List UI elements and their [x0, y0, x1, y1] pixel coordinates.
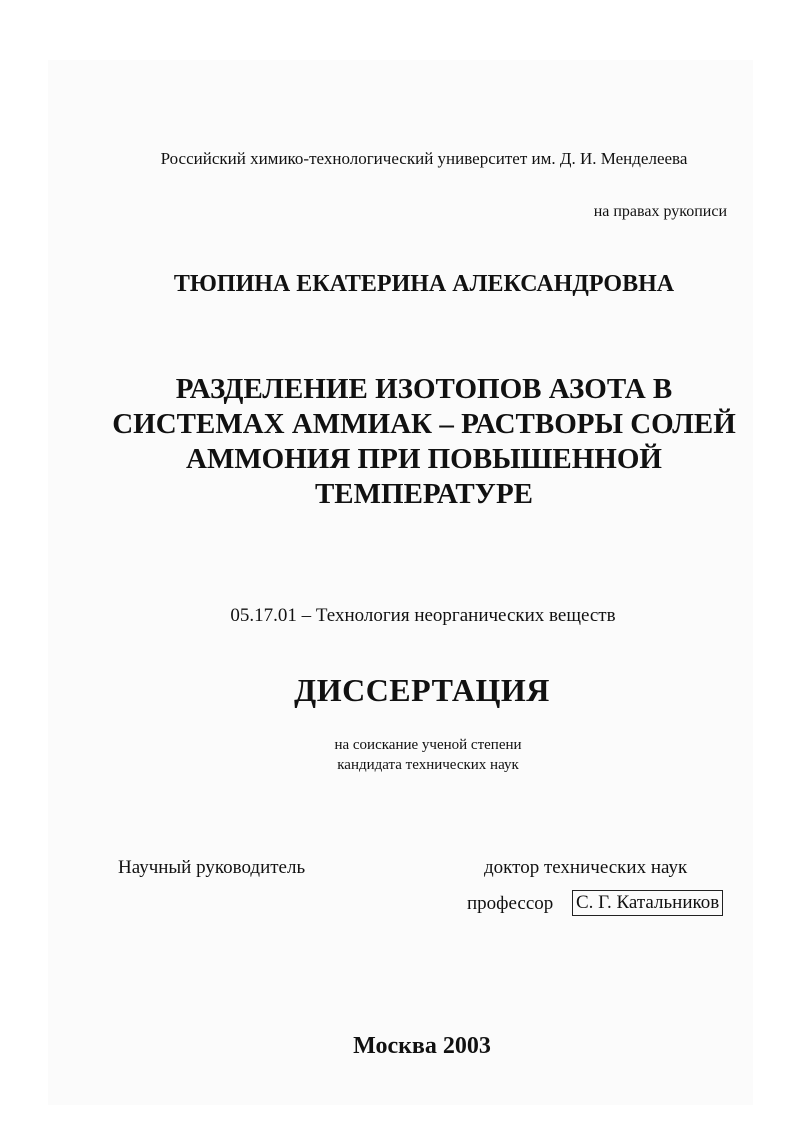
supervisor-label: Научный руководитель: [118, 857, 306, 878]
supervisor-name: С. Г. Катальников: [572, 890, 723, 916]
supervisor-rank: профессор: [467, 893, 554, 914]
title-line: АММОНИЯ ПРИ ПОВЫШЕННОЙ: [186, 443, 662, 475]
degree-line: кандидата технических наук: [337, 757, 519, 773]
title-line: ТЕМПЕРАТУРЕ: [314, 478, 534, 510]
title-line: СИСТЕМАХ АММИАК – РАСТВОРЫ СОЛЕЙ: [112, 408, 736, 440]
document-type: ДИССЕРТАЦИЯ: [294, 672, 550, 708]
dissertation-title: [0, 372, 793, 512]
manuscript-rights-note: на правах рукописи: [593, 203, 727, 220]
specialty-code: 05.17.01 – Технология неорганических веществ: [230, 605, 616, 626]
title-line: РАЗДЕЛЕНИЕ ИЗОТОПОВ АЗОТА В: [175, 373, 673, 405]
university-name: Российский химико-технологический университет им. Д. И. Менделеева: [160, 149, 688, 168]
author-name: ТЮПИНА ЕКАТЕРИНА АЛЕКСАНДРОВНА: [173, 271, 675, 297]
degree-sought: [0, 735, 793, 775]
city-year: Москва 2003: [353, 1033, 491, 1059]
supervisor-degree: доктор технических наук: [484, 857, 688, 878]
degree-line: на соискание ученой степени: [334, 737, 522, 753]
